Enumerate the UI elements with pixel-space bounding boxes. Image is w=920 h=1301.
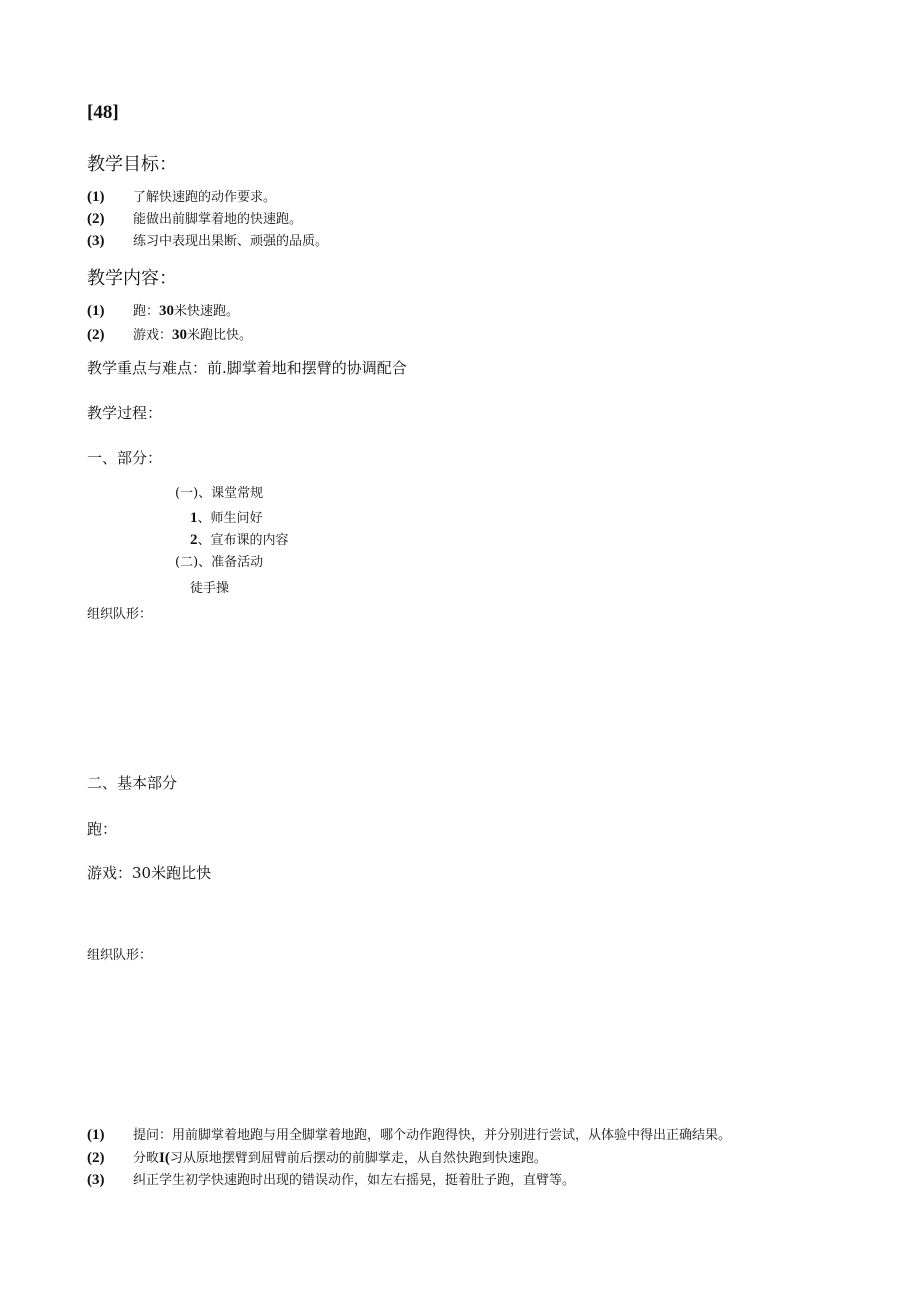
item-number: 2 — [190, 532, 198, 548]
item-number: (2) — [87, 211, 105, 227]
item-text-bold: 30 — [159, 303, 175, 319]
step-item — [87, 1147, 547, 1167]
objective-item — [87, 230, 328, 250]
objectives-heading: 教学目标： — [87, 154, 177, 175]
item-text: 、师生问好 — [197, 511, 263, 526]
item-text: 能做出前脚掌着地的快速跑。 — [133, 212, 303, 227]
process-heading: 教学过程： — [87, 404, 163, 422]
step-item — [87, 1169, 575, 1189]
objective-item — [87, 208, 302, 228]
routine-subheading: (一)、课堂常规 — [175, 486, 264, 501]
part2-formation-label: 组织队形： — [87, 948, 153, 963]
warmup-item: 徒手操 — [190, 581, 230, 596]
objective-item — [87, 186, 276, 206]
part1-heading: 一、部分： — [87, 449, 163, 467]
routine-item — [190, 507, 263, 527]
routine-item — [190, 529, 289, 549]
key-points: 教学重点与难点：前.脚掌着地和摆臂的协调配合 — [87, 359, 407, 377]
item-number: (1) — [87, 1127, 105, 1143]
part2-heading: 二、基本部分 — [87, 774, 178, 792]
content-item — [87, 324, 252, 344]
warmup-subheading: (二)、准备活动 — [175, 555, 264, 570]
item-text-pre: 分畋 — [133, 1151, 160, 1166]
item-text-post: 米跑比快。 — [187, 328, 253, 343]
item-number: (2) — [87, 1150, 105, 1166]
item-text-pre: 游戏： — [133, 328, 173, 343]
item-text: 、宣布课的内容 — [197, 533, 289, 548]
item-number: (3) — [87, 1172, 105, 1188]
content-heading: 教学内容： — [87, 268, 177, 289]
item-number: 1 — [190, 510, 198, 526]
item-text-pre: 跑： — [133, 304, 160, 319]
item-text-bold: I( — [159, 1150, 170, 1166]
item-number: (2) — [87, 327, 105, 343]
item-number: (1) — [87, 303, 105, 319]
item-text-post: 习从原地摆臂到屈臂前后摆动的前脚掌走，从自然快跑到快速跑。 — [169, 1151, 547, 1166]
item-text: 练习中表现出果断、顽强的品质。 — [133, 234, 329, 249]
item-text: 纠正学生初学快速跑时出现的错误动作，如左右摇晃，挺着肚子跑，直臂等。 — [133, 1173, 576, 1188]
item-text: 了解快速跑的动作要求。 — [133, 190, 277, 205]
item-text: 提问：用前脚掌着地跑与用全脚掌着地跑，哪个动作跑得快，并分别进行尝试，从体验中得出正确结果。 — [133, 1128, 732, 1143]
step-item — [87, 1124, 731, 1144]
item-number: (3) — [87, 233, 105, 249]
game-label: 游戏：30米跑比快 — [87, 864, 212, 882]
run-label: 跑： — [87, 820, 118, 838]
item-text-post: 米快速跑。 — [174, 304, 240, 319]
lesson-number: [48] — [87, 102, 119, 123]
part1-formation-label: 组织队形： — [87, 607, 153, 622]
item-text-bold: 30 — [172, 327, 188, 343]
item-number: (1) — [87, 189, 105, 205]
content-item — [87, 300, 239, 320]
